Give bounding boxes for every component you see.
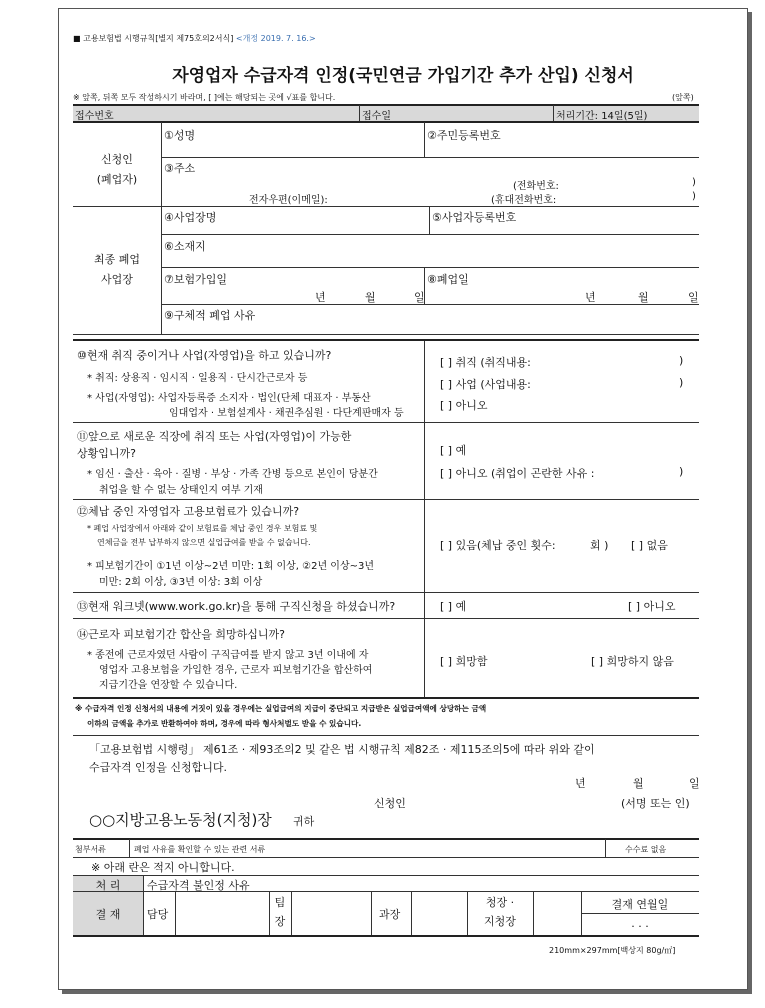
q11-close: )	[679, 465, 684, 478]
attachments-label: 첨부서류	[75, 845, 106, 854]
q12-option-no[interactable]: [ ] 없음	[631, 539, 668, 552]
declaration-year: 년	[575, 777, 586, 790]
insured-date-field[interactable]: ⑦보험가입일	[164, 273, 227, 286]
phone-close: )	[692, 177, 696, 188]
q12-note1b: 연체금을 전부 납부하지 않으면 실업급여를 받을 수 없습니다.	[97, 538, 311, 547]
rrn-field[interactable]: ②주민등록번호	[427, 129, 501, 142]
form-page	[58, 8, 748, 990]
q13-option-no[interactable]: [ ] 아니오	[628, 600, 676, 613]
q12-option-yes[interactable]: [ ] 있음(체납 중인 횟수:	[440, 539, 556, 552]
q14-note-c: 지급기간을 연장할 수 있습니다.	[99, 680, 238, 691]
insured-month: 월	[365, 291, 376, 304]
business-reg-field[interactable]: ⑤사업자등록번호	[432, 211, 517, 224]
q10-option-no[interactable]: [ ] 아니오	[440, 399, 488, 412]
false-statement-warning-a: ※ 수급자격 인정 신청서의 내용에 거짓이 있을 경우에는 실업급여의 지급이 중단되고 지급받은 실업급여액에 상당하는 금액	[75, 704, 487, 713]
q12-note2b: 미만: 2회 이상, ③3년 이상: 3회 이상	[99, 577, 263, 588]
fee-label: 수수료 없음	[625, 845, 667, 854]
q13-title: ⑬현재 워크넷(www.work.go.kr)을 통해 구직신청을 하셨습니까?	[77, 600, 396, 613]
office-use-note: ※ 아래 란은 적지 아니합니다.	[91, 861, 235, 874]
declaration-day: 일	[689, 777, 700, 790]
q14-title: ⑭근로자 피보험기간 합산을 희망하십니까?	[77, 628, 285, 641]
approval-date-field[interactable]: . . .	[631, 917, 649, 930]
q12-note1a: * 폐업 사업장에서 아래와 같이 보험료를 체납 중인 경우 보험료 및	[87, 524, 318, 533]
closed-year: 년	[585, 291, 596, 304]
q10-close1: )	[679, 354, 684, 367]
q12-times: 회 )	[590, 539, 609, 552]
addressee: ○○지방고용노동청(지청)장	[89, 811, 272, 829]
receipt-number-label: 접수번호	[75, 111, 114, 122]
applicant-sign-label: 신청인	[374, 797, 406, 810]
declaration-text-b: 수급자격 인정을 신청합니다.	[89, 761, 228, 774]
q11-title-a: ⑪앞으로 새로운 직장에 취직 또는 사업(자영업)이 가능한	[77, 430, 352, 443]
q10-option-business[interactable]: [ ] 사업 (사업내용:	[440, 378, 531, 391]
q10-option-employed[interactable]: [ ] 취직 (취직내용:	[440, 356, 531, 369]
business-name-field[interactable]: ④사업장명	[164, 211, 217, 224]
email-field[interactable]: 전자우편(이메일):	[249, 195, 328, 206]
mobile-close: )	[692, 191, 696, 202]
process-label: 처 리	[95, 879, 121, 892]
business-section-label: 최종 폐업 사업장	[93, 253, 140, 286]
name-field[interactable]: ①성명	[164, 129, 196, 142]
approval-label: 결 재	[95, 908, 121, 921]
honorific: 귀하	[293, 815, 315, 828]
q11-option-yes[interactable]: [ ] 예	[440, 444, 467, 457]
q13-option-yes[interactable]: [ ] 예	[440, 600, 467, 613]
closure-reason-field[interactable]: ⑨구체적 폐업 사유	[164, 309, 256, 322]
closed-date-field[interactable]: ⑧폐업일	[427, 273, 469, 286]
insured-day: 일	[414, 291, 425, 304]
page-side-label: (앞쪽)	[672, 93, 694, 102]
approval-office-chief: 청장 · 지청장	[484, 896, 516, 928]
q10-note2a: * 사업(자영업): 사업자등록증 소지자 · 법인(단체 대표자 · 부동산	[87, 393, 371, 404]
q11-note-a: * 임신 · 출산 · 육아 · 질병 · 부상 · 가족 간병 등으로 본인이 당분간	[87, 469, 378, 480]
q10-title: ⑩현재 취직 중이거나 사업(자영업)을 하고 있습니까?	[77, 349, 332, 362]
address-field[interactable]: ③주소	[164, 162, 196, 175]
applicant-section-label: 신청인 (폐업자)	[96, 153, 138, 186]
q12-note2a: * 피보험기간이 ①1년 이상~2년 미만: 1회 이상, ②2년 이상~3년	[87, 561, 375, 572]
q10-note1: * 취직: 상용직 · 임시직 · 일용직 · 단시간근로자 등	[87, 373, 308, 384]
closed-day: 일	[688, 291, 699, 304]
q11-title-b: 상황입니까?	[77, 447, 136, 460]
receipt-date-label: 접수일	[362, 111, 391, 122]
q10-close2: )	[679, 376, 684, 389]
paper-spec: 210mm×297mm[백상지 80g/㎡]	[549, 946, 676, 955]
form-title: 자영업자 수급자격 인정(국민연금 가입기간 추가 산입) 신청서	[172, 66, 634, 86]
processing-period: 처리기간: 14일(5일)	[556, 111, 648, 122]
q12-title: ⑫체납 중인 자영업자 고용보험료가 있습니까?	[77, 505, 300, 518]
declaration-month: 월	[633, 777, 644, 790]
q14-note-b: 영업자 고용보험을 가입한 경우, 근로자 피보험기간을 합산하여	[99, 665, 373, 676]
q11-note-b: 취업을 할 수 없는 상태인지 여부 기재	[99, 485, 263, 496]
insured-year: 년	[315, 291, 326, 304]
q14-option-yes[interactable]: [ ] 희망함	[440, 655, 488, 668]
rejection-reason-field[interactable]: 수급자격 불인정 사유	[147, 879, 250, 892]
mobile-field[interactable]: (휴대전화번호:	[491, 195, 557, 206]
false-statement-warning-b: 이하의 금액을 추가로 반환하여야 하며, 경우에 따라 형사처벌도 받을 수 있습니다.	[87, 719, 362, 728]
q14-note-a: * 종전에 근로자였던 사람이 구직급여를 받지 않고 3년 이내에 자	[87, 650, 369, 661]
declaration-text-a: 「고용보험법 시행령」 제61조 · 제93조의2 및 같은 법 시행규칙 제82조 · 제115조의5에 따라 위와 같이	[89, 743, 595, 756]
approval-staff: 담당	[147, 908, 169, 921]
closed-month: 월	[638, 291, 649, 304]
attachments-content: 폐업 사유를 확인할 수 있는 관련 서류	[134, 845, 266, 854]
form-reference: ■ 고용보험법 시행규칙[별지 제75호의2서식] <개정 2019. 7. 16.>	[73, 34, 316, 43]
q10-note2b: 임대업자 · 보험설계사 · 채권추심원 · 다단계판매자 등	[169, 408, 404, 419]
signature-field[interactable]: (서명 또는 인)	[621, 797, 690, 810]
approval-team-leader: 팀 장	[274, 896, 286, 928]
q14-option-no[interactable]: [ ] 희망하지 않음	[591, 655, 674, 668]
approval-date-label: 결재 연월일	[611, 898, 669, 911]
phone-field[interactable]: (전화번호:	[513, 181, 559, 192]
location-field[interactable]: ⑥소재지	[164, 240, 206, 253]
instructions-note: ※ 앞쪽, 뒤쪽 모두 작성하시기 바라며, [ ]에는 해당되는 곳에 √표를 합니다.	[73, 93, 336, 102]
q11-option-no[interactable]: [ ] 아니오 (취업이 곤란한 사유 :	[440, 467, 595, 480]
approval-section-chief: 과장	[379, 908, 401, 921]
